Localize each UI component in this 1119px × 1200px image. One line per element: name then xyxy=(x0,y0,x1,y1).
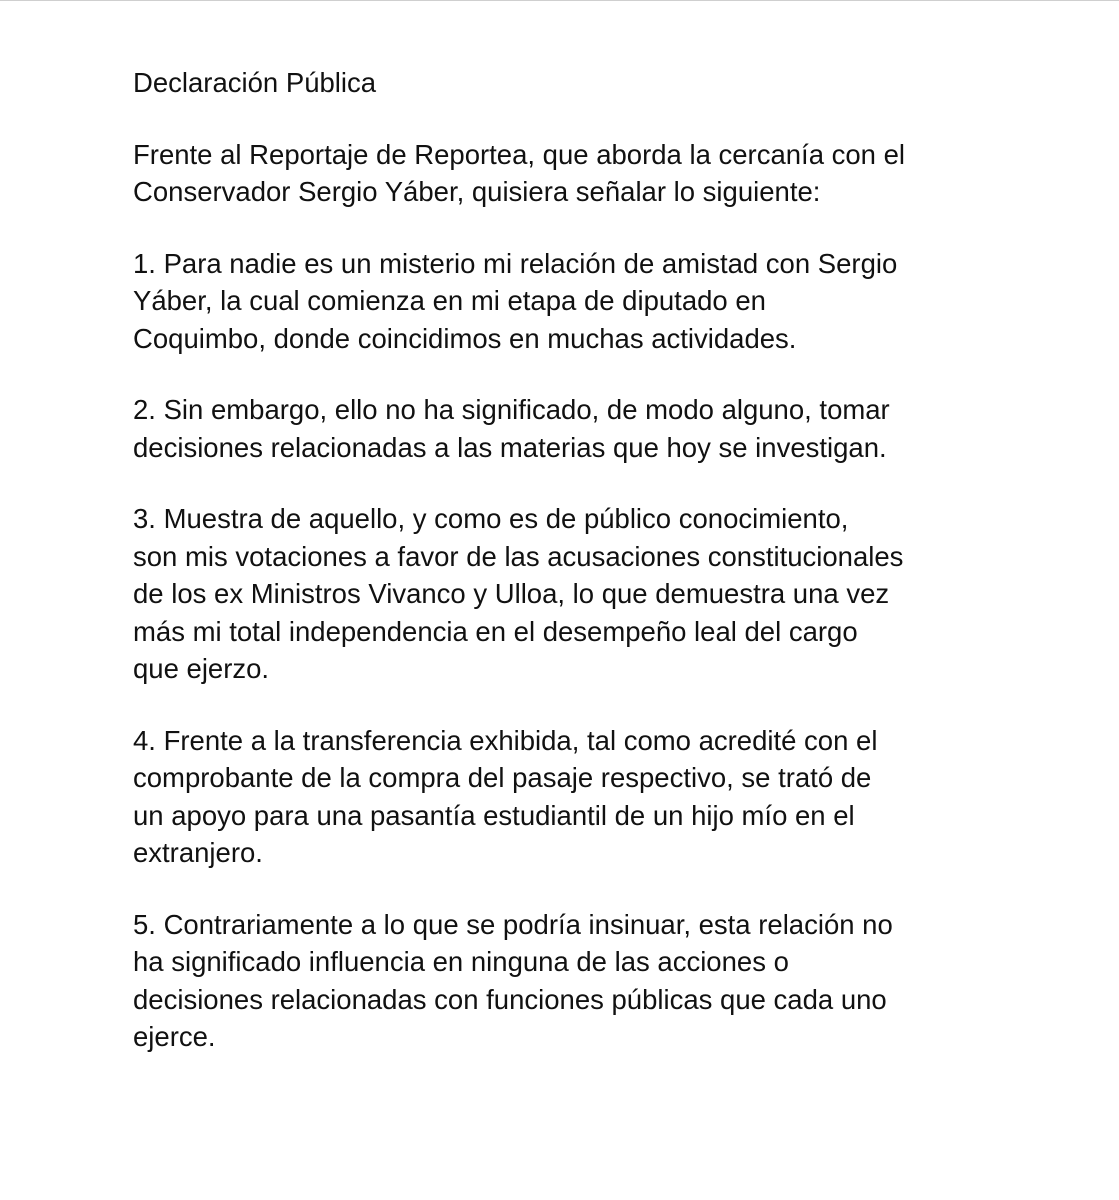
point-line: 5. Contrariamente a lo que se podría insinuar, esta relación no xyxy=(133,908,893,940)
paragraph-gap xyxy=(133,357,1093,391)
point-line: son mis votaciones a favor de las acusaciones constitucionales xyxy=(133,540,904,572)
top-border xyxy=(0,0,1119,1)
point-line: 4. Frente a la transferencia exhibida, tal como acredité con el xyxy=(133,724,878,756)
point-3 xyxy=(133,500,1093,688)
point-5 xyxy=(133,906,1093,1056)
point-line: Coquimbo, donde coincidimos en muchas actividades. xyxy=(133,322,797,354)
point-line: que ejerzo. xyxy=(133,653,270,684)
point-line: un apoyo para una pasantía estudiantil de un hijo mío en el xyxy=(133,799,855,831)
point-line: de los ex Ministros Vivanco y Ulloa, lo que demuestra una vez xyxy=(133,578,890,609)
point-line: comprobante de la compra del pasaje respectivo, se trató de xyxy=(133,762,872,793)
point-1 xyxy=(133,245,1093,358)
point-line: extranjero. xyxy=(133,837,263,868)
point-line: ha significado influencia en ninguna de las acciones o xyxy=(133,946,789,977)
intro-paragraph xyxy=(133,136,1093,211)
intro-line: Frente al Reportaje de Reportea, que aborda la cercanía con el xyxy=(133,138,906,170)
paragraph-gap xyxy=(133,688,1093,722)
point-line: 3. Muestra de aquello, y como es de público conocimiento, xyxy=(133,503,849,534)
document-title: Declaración Pública xyxy=(133,67,377,98)
intro-line: Conservador Sergio Yáber, quisiera señalar lo siguiente: xyxy=(133,176,821,207)
point-2 xyxy=(133,391,1093,466)
paragraph-gap xyxy=(133,211,1093,245)
point-line: 2. Sin embargo, ello no ha significado, de modo alguno, tomar xyxy=(133,394,890,425)
paragraph-gap xyxy=(133,466,1093,500)
point-line: más mi total independencia en el desempeño leal del cargo xyxy=(133,615,858,647)
document-body xyxy=(133,64,1093,1056)
point-line: 1. Para nadie es un misterio mi relación de amistad con Sergio xyxy=(133,247,898,279)
paragraph-gap xyxy=(133,102,1093,136)
paragraph-gap xyxy=(133,872,1093,906)
point-line: Yáber, la cual comienza en mi etapa de diputado en xyxy=(133,285,766,316)
point-line: decisiones relacionadas con funciones públicas que cada uno xyxy=(133,983,887,1015)
point-4 xyxy=(133,722,1093,872)
point-line: ejerce. xyxy=(133,1021,216,1052)
point-line: decisiones relacionadas a las materias que hoy se investigan. xyxy=(133,431,887,463)
